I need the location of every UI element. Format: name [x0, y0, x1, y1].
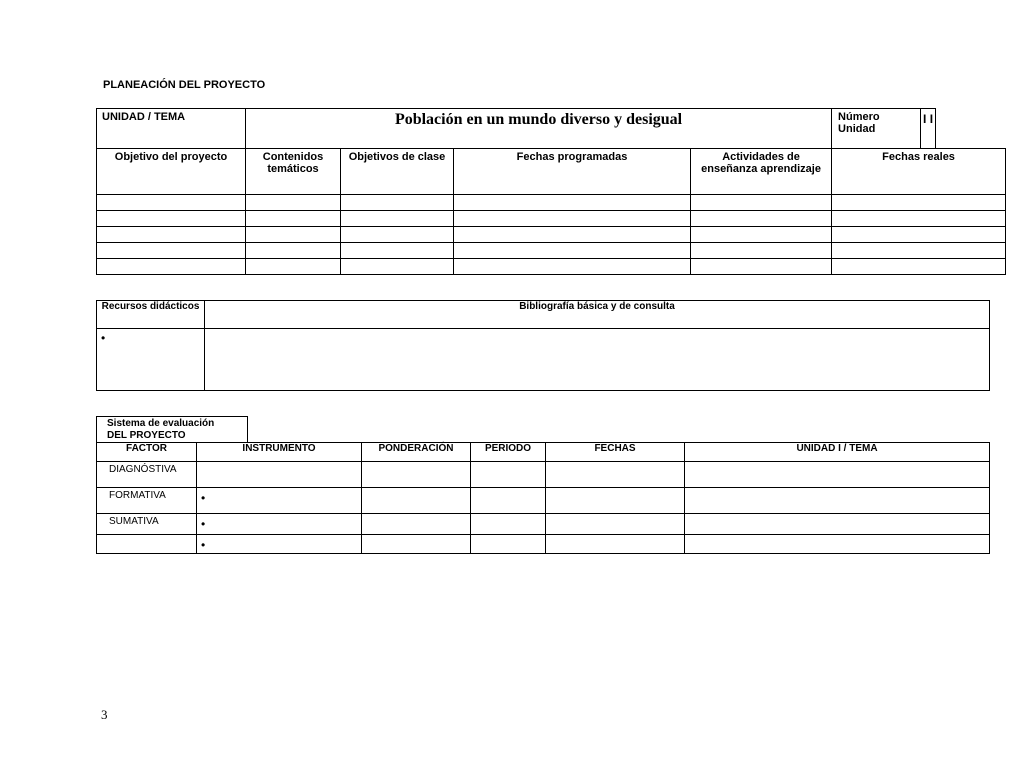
empty-cell — [362, 535, 471, 554]
table-row — [97, 514, 990, 535]
blank-corner — [936, 109, 1006, 149]
col-periodo: PERIODO — [471, 443, 546, 462]
empty-cell — [691, 259, 832, 275]
empty-cell — [97, 243, 246, 259]
empty-cell — [246, 227, 341, 243]
empty-cell — [362, 462, 471, 488]
empty-cell — [97, 195, 246, 211]
instrumento-bullet: • — [197, 535, 362, 554]
planeacion-table — [96, 108, 1006, 275]
empty-cell — [341, 211, 454, 227]
recursos-didacticos-label: Recursos didácticos — [97, 301, 205, 329]
empty-cell — [691, 243, 832, 259]
empty-cell — [691, 227, 832, 243]
bibliografia-cell — [205, 329, 990, 391]
empty-cell — [97, 211, 246, 227]
unidad-tema-title: Población en un mundo diverso y desigual — [246, 109, 832, 149]
empty-cell — [832, 259, 1006, 275]
table-row — [97, 227, 1006, 243]
empty-cell — [471, 462, 546, 488]
empty-cell — [832, 211, 1006, 227]
instrumento-bullet: • — [197, 514, 362, 535]
evaluacion-title: Sistema de evaluación DEL PROYECTO — [96, 416, 248, 443]
empty-cell — [454, 227, 691, 243]
empty-cell — [832, 195, 1006, 211]
page-number: 3 — [101, 707, 108, 722]
recursos-bullet: • — [97, 329, 205, 391]
col-fechas: FECHAS — [546, 443, 685, 462]
numero-unidad-label: Número Unidad — [832, 109, 921, 149]
unidad-tema-label: UNIDAD / TEMA — [97, 109, 246, 149]
empty-cell — [685, 462, 990, 488]
empty-cell — [362, 488, 471, 514]
empty-cell — [685, 488, 990, 514]
col-factor: FACTOR — [97, 443, 197, 462]
empty-cell — [362, 514, 471, 535]
empty-cell — [454, 259, 691, 275]
empty-cell — [685, 514, 990, 535]
empty-cell — [471, 514, 546, 535]
empty-cell — [832, 227, 1006, 243]
col-fechas-programadas: Fechas programadas — [454, 149, 691, 195]
col-actividades: Actividades de enseñanza aprendizaje — [691, 149, 832, 195]
table-row — [97, 211, 1006, 227]
empty-cell — [471, 488, 546, 514]
table-row — [97, 195, 1006, 211]
empty-cell — [454, 243, 691, 259]
empty-cell — [341, 259, 454, 275]
col-fechas-reales: Fechas reales — [832, 149, 1006, 195]
factor-diagnostiva: DIAGNÓSTIVA — [97, 462, 197, 488]
empty-cell — [246, 195, 341, 211]
empty-cell — [546, 535, 685, 554]
col-objetivo-proyecto: Objetivo del proyecto — [97, 149, 246, 195]
numero-unidad-value: I I — [921, 109, 936, 149]
instrumento-bullet: • — [197, 488, 362, 514]
empty-cell — [341, 195, 454, 211]
empty-cell — [546, 462, 685, 488]
empty-cell — [341, 243, 454, 259]
col-instrumento: INSTRUMENTO — [197, 443, 362, 462]
table-row — [97, 243, 1006, 259]
evaluacion-table — [96, 442, 990, 554]
empty-cell — [454, 211, 691, 227]
empty-cell — [691, 195, 832, 211]
empty-cell — [246, 259, 341, 275]
empty-cell — [341, 227, 454, 243]
factor-empty — [97, 535, 197, 554]
empty-cell — [454, 195, 691, 211]
col-unidad-tema: UNIDAD I / TEMA — [685, 443, 990, 462]
empty-cell — [546, 488, 685, 514]
document-title: PLANEACIÓN DEL PROYECTO — [103, 79, 266, 91]
bibliografia-label: Bibliografía básica y de consulta — [205, 301, 990, 329]
empty-cell — [246, 211, 341, 227]
table-row — [97, 462, 990, 488]
table-row — [97, 535, 990, 554]
factor-formativa: FORMATIVA — [97, 488, 197, 514]
col-objetivos-clase: Objetivos de clase — [341, 149, 454, 195]
col-contenidos-tematicos: Contenidos temáticos — [246, 149, 341, 195]
empty-cell — [246, 243, 341, 259]
table-row — [97, 259, 1006, 275]
empty-cell — [471, 535, 546, 554]
empty-cell — [685, 535, 990, 554]
empty-cell — [97, 259, 246, 275]
empty-cell — [691, 211, 832, 227]
empty-cell — [97, 227, 246, 243]
empty-cell — [546, 514, 685, 535]
col-ponderacion: PONDERACIÓN — [362, 443, 471, 462]
recursos-table — [96, 300, 990, 391]
empty-cell — [832, 243, 1006, 259]
instrumento-cell — [197, 462, 362, 488]
table-row — [97, 488, 990, 514]
factor-sumativa: SUMATIVA — [97, 514, 197, 535]
